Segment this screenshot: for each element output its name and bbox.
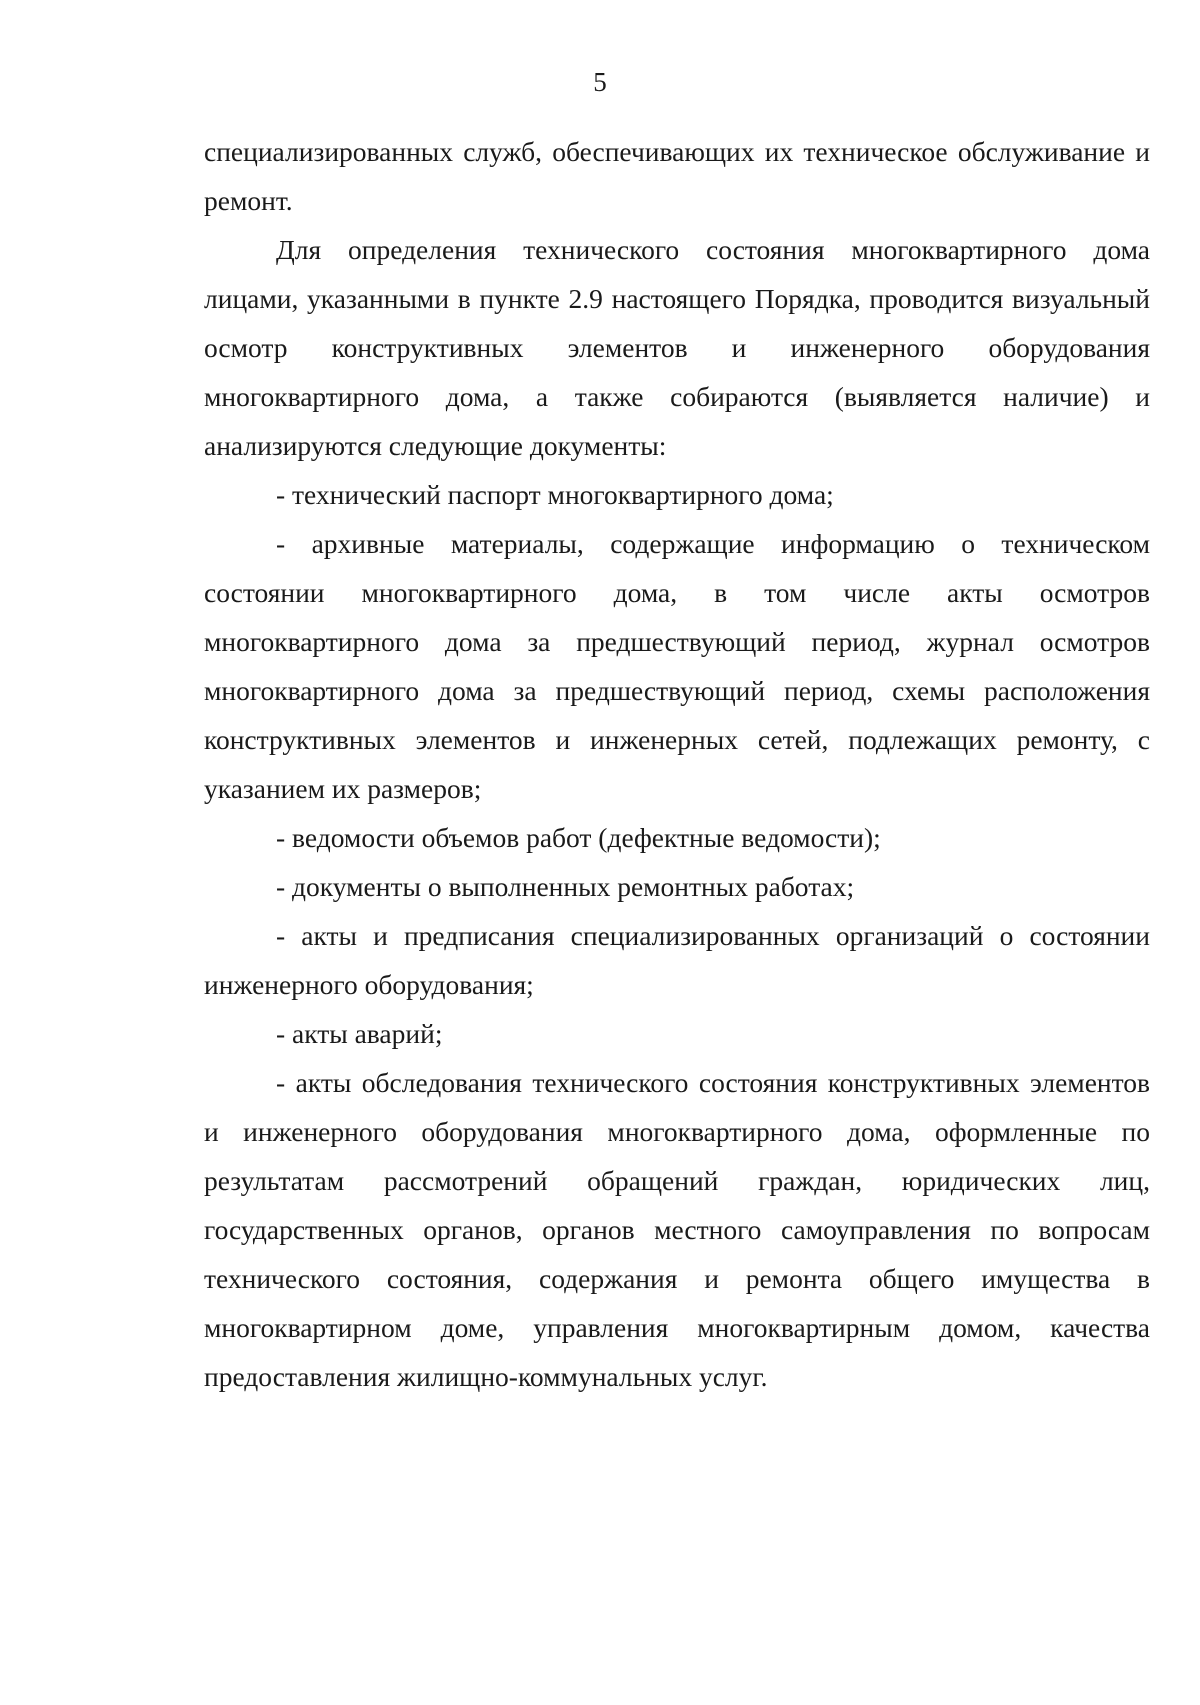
list-item-acts-prescriptions: - акты и предписания специализированных организаций о состоянии инженерного оборудования;	[204, 920, 1150, 1000]
list-item-tech-passport: - технический паспорт многоквартирного дома;	[276, 479, 834, 510]
document-body	[204, 127, 1150, 1401]
list-item-work-volumes: - ведомости объемов работ (дефектные ведомости);	[276, 822, 881, 853]
list-item-accident-acts: - акты аварий;	[276, 1018, 443, 1049]
list-item-archive-materials: - архивные материалы, содержащие информацию о техническом состоянии многоквартирного дома, в том числе акты осмотров многоквартирного дома за предшествующий период, журнал осмотров многоквартирного дома за предшествующий период, схемы расположения конструктивных элементов и инженерных сетей, подлежащих ремонту, с указанием их размеров;	[204, 528, 1150, 804]
list-item-inspection-acts: - акты обследования технического состояния конструктивных элементов и инженерного оборудования многоквартирного дома, оформленные по результатам рассмотрений обращений граждан, юридических лиц, государственных органов, органов местного самоуправления по вопросам технического состояния, содержания и ремонта общего имущества в многоквартирном доме, управления многоквартирным домом, качества предоставления жилищно-коммунальных услуг.	[204, 1067, 1150, 1392]
paragraph-continuation: специализированных служб, обеспечивающих их техническое обслуживание и ремонт.	[204, 136, 1150, 216]
paragraph-intro: Для определения технического состояния многоквартирного дома лицами, указанными в пункте 2.9 настоящего Порядка, проводится визуальный осмотр конструктивных элементов и инженерного оборудования многоквартирного дома, а также собираются (выявляется наличие) и анализируются следующие документы:	[204, 234, 1150, 461]
page-number: 5	[593, 67, 607, 97]
list-item-repair-documents: - документы о выполненных ремонтных работах;	[276, 871, 855, 902]
